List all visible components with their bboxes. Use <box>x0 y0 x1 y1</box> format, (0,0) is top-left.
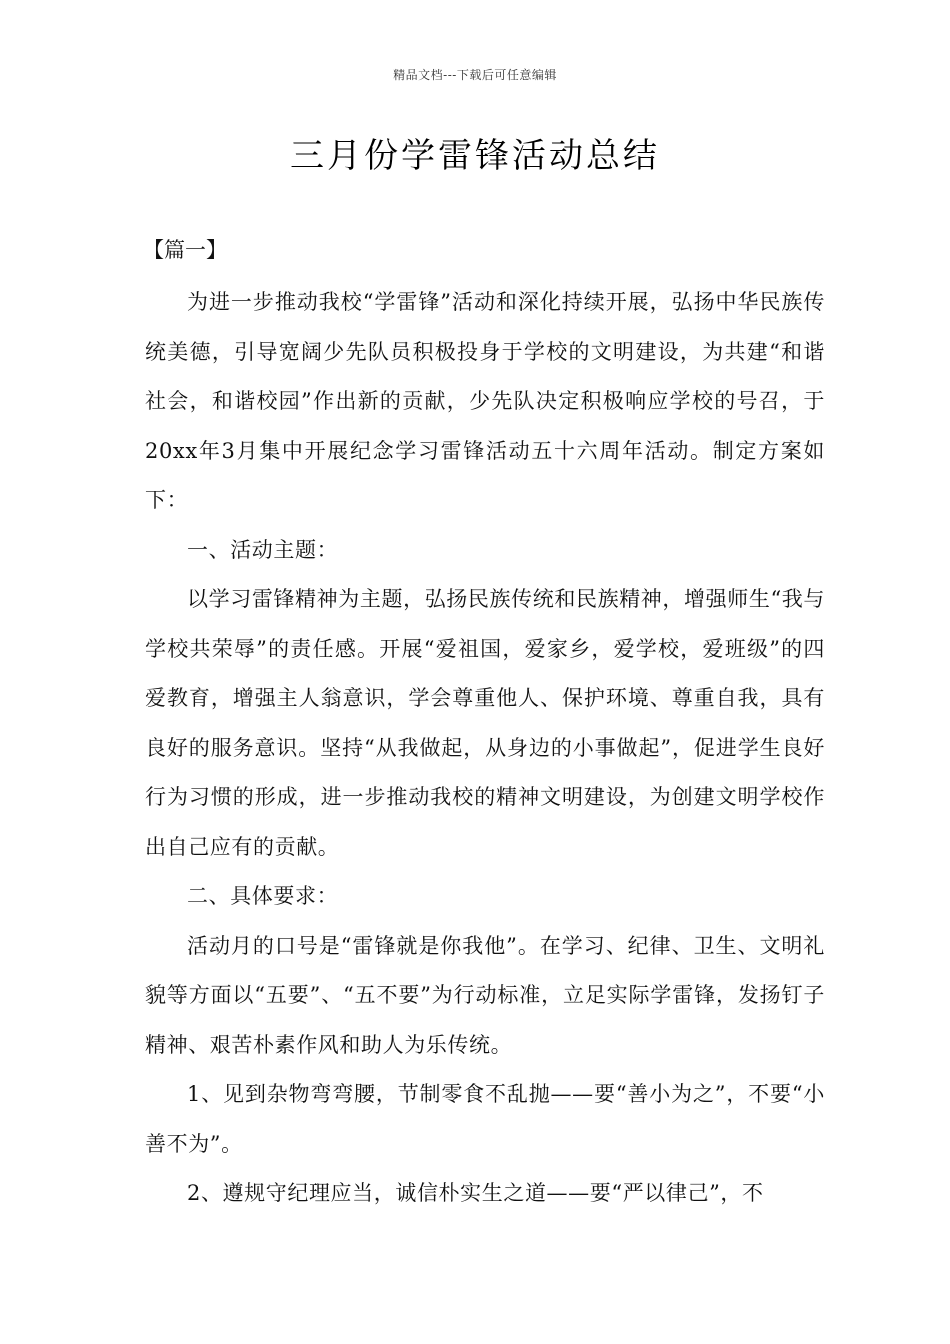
paragraph: 1、见到杂物弯弯腰，节制零食不乱抛——要“善小为之”，不要“小善不为”。 <box>145 1082 825 1156</box>
paragraph: 为进一步推动我校“学雷锋”活动和深化持续开展，弘扬中华民族传统美德，引导宽阔少先队员积极投身于学校的文明建设，为共建“和谐社会，和谐校园”作出新的贡献，少先队决定积极响应学校的号召，于20xx年3月集中开展纪念学习雷锋活动五十六周年活动。制定方案如下： <box>145 290 825 512</box>
section-label: 【篇一】 <box>143 238 227 262</box>
header-note: 精品文档---下载后可任意编辑 <box>393 68 557 82</box>
body-text <box>145 278 825 1219</box>
document-title: 三月份学雷锋活动总结 <box>290 136 660 176</box>
paragraph: 以学习雷锋精神为主题，弘扬民族传统和民族精神，增强师生“我与学校共荣辱”的责任感。开展“爱祖国，爱家乡，爱学校，爱班级”的四爱教育，增强主人翁意识，学会尊重他人、保护环境、尊重自我，具有良好的服务意识。坚持“从我做起，从身边的小事做起”，促进学生良好行为习惯的形成，进一步推动我校的精神文明建设，为创建文明学校作出自己应有的贡献。 <box>145 587 825 859</box>
paragraph: 二、具体要求： <box>187 884 339 908</box>
paragraph: 活动月的口号是“雷锋就是你我他”。在学习、纪律、卫生、文明礼貌等方面以“五要”、“五不要”为行动标准，立足实际学雷锋，发扬钉子精神、艰苦朴素作风和助人为乐传统。 <box>145 933 825 1057</box>
paragraph: 2、遵规守纪理应当，诚信朴实生之道——要“严以律己”，不 <box>187 1181 764 1205</box>
paragraph: 一、活动主题： <box>187 537 339 562</box>
